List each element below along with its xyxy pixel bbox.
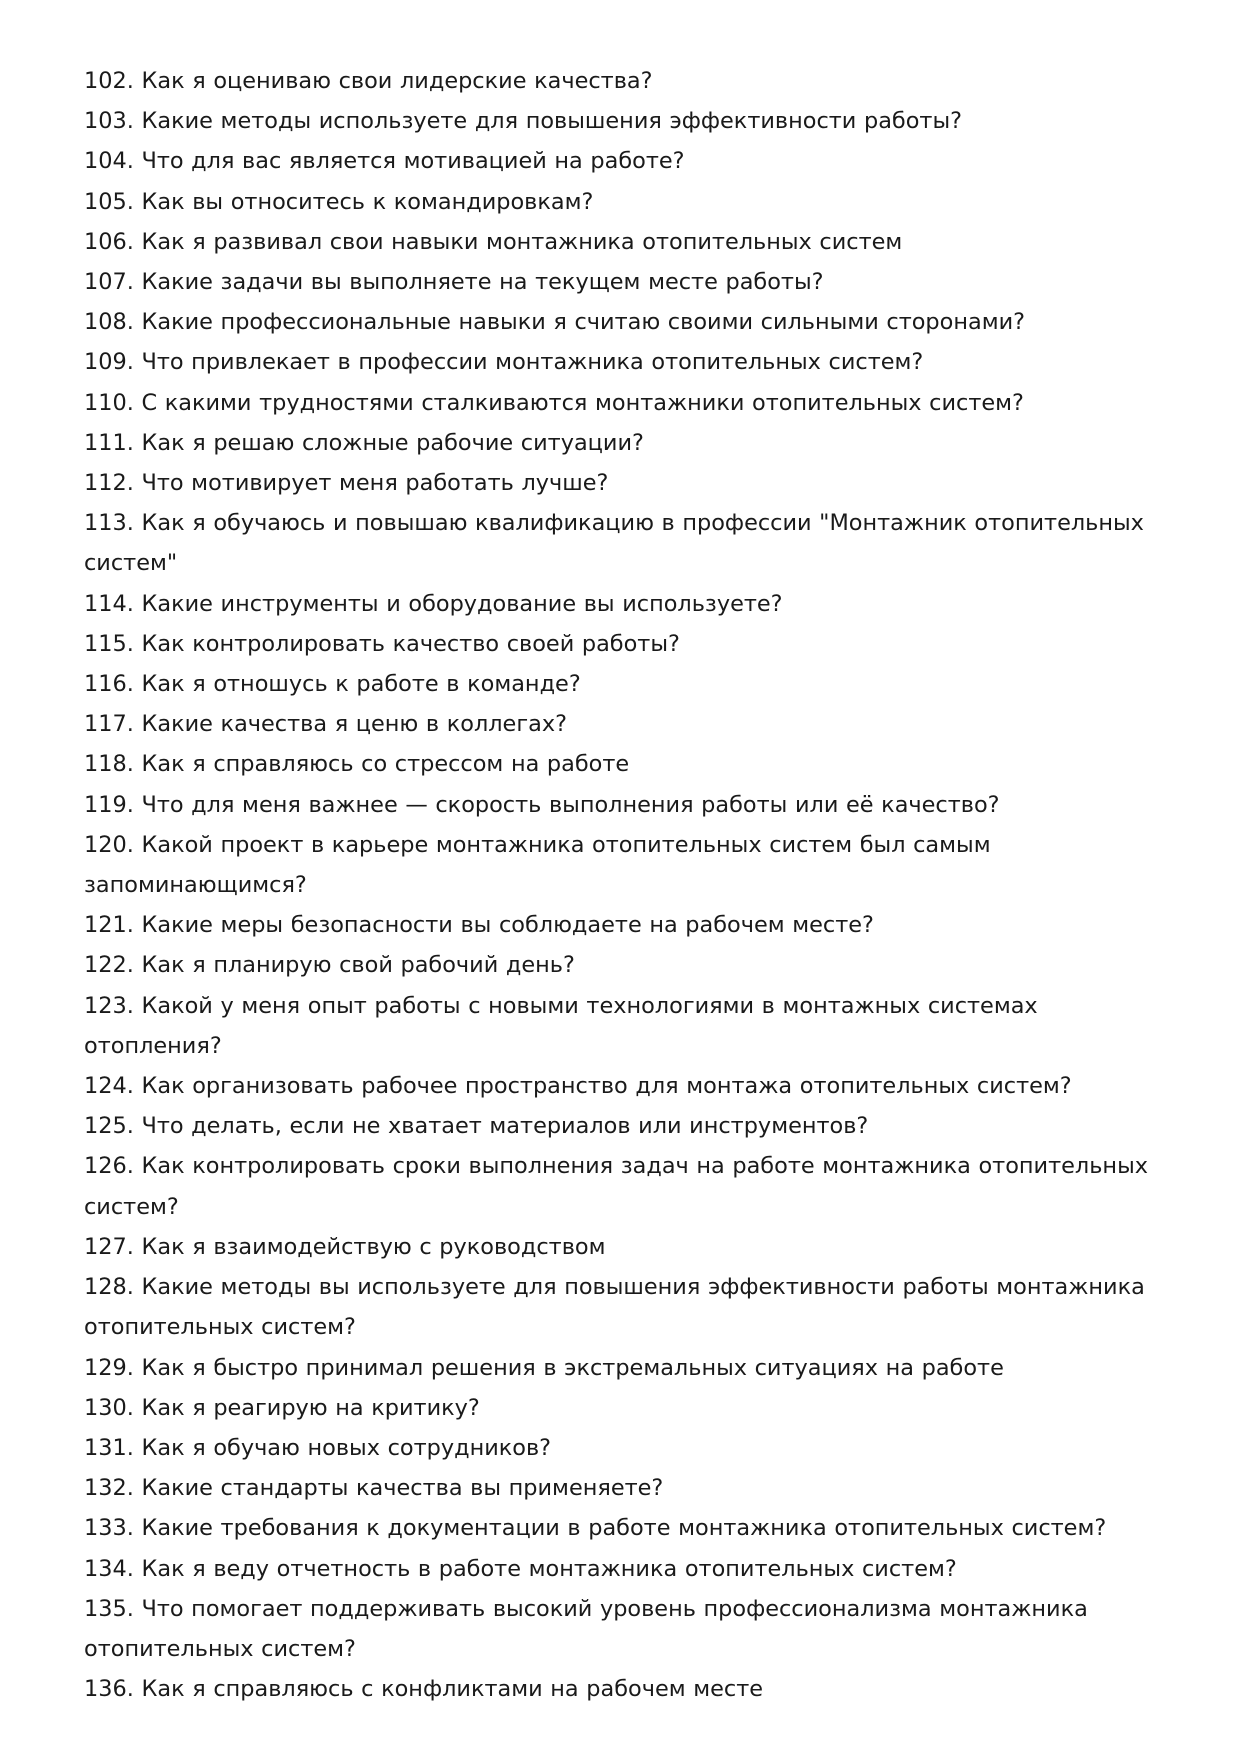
question-112: 112. Что мотивирует меня работать лучше? [84,470,609,497]
question-108: 108. Какие профессиональные навыки я считаю своими сильными сторонами? [84,309,1026,336]
question-109: 109. Что привлекает в профессии монтажника отопительных систем? [84,349,924,376]
question-124: 124. Как организовать рабочее пространство для монтажа отопительных систем? [84,1073,1072,1100]
question-135: 135. Что помогает поддерживать высокий уровень профессионализма монтажника отопительных систем? [84,1595,1088,1662]
question-list [84,61,1155,1709]
question-136: 136. Как я справляюсь с конфликтами на рабочем месте [84,1676,764,1703]
question-134: 134. Как я веду отчетность в работе монтажника отопительных систем? [84,1555,957,1582]
question-126: 126. Как контролировать сроки выполнения задач на работе монтажника отопительных систем? [84,1153,1148,1220]
question-118: 118. Как я справляюсь со стрессом на работе [84,751,630,778]
question-111: 111. Как я решаю сложные рабочие ситуации? [84,429,644,456]
question-128: 128. Какие методы вы используете для повышения эффективности работы монтажника отопительных систем? [84,1274,1145,1341]
question-113: 113. Как я обучаюсь и повышаю квалификацию в профессии "Монтажник отопительных систем" [84,510,1144,577]
question-116: 116. Как я отношусь к работе в команде? [84,671,581,698]
question-133: 133. Какие требования к документации в работе монтажника отопительных систем? [84,1515,1107,1542]
question-122: 122. Как я планирую свой рабочий день? [84,952,575,979]
question-107: 107. Какие задачи вы выполняете на текущем месте работы? [84,269,824,296]
question-130: 130. Как я реагирую на критику? [84,1394,480,1421]
question-127: 127. Как я взаимодействую с руководством [84,1233,606,1260]
question-129: 129. Как я быстро принимал решения в экстремальных ситуациях на работе [84,1354,1004,1381]
question-103: 103. Какие методы используете для повышения эффективности работы? [84,108,963,135]
question-117: 117. Какие качества я ценю в коллегах? [84,711,567,738]
question-132: 132. Какие стандарты качества вы применяете? [84,1475,664,1502]
question-106: 106. Как я развивал свои навыки монтажника отопительных систем [84,228,903,255]
question-115: 115. Как контролировать качество своей работы? [84,630,680,657]
question-125: 125. Что делать, если не хватает материалов или инструментов? [84,1113,869,1140]
question-102: 102. Как я оцениваю свои лидерские качества? [84,68,653,94]
question-114: 114. Какие инструменты и оборудование вы используете? [84,590,783,617]
question-105: 105. Как вы относитесь к командировкам? [84,188,594,215]
question-119: 119. Что для меня важнее — скорость выполнения работы или её качество? [84,791,1000,818]
question-123: 123. Какой у меня опыт работы с новыми технологиями в монтажных системах отопления? [84,992,1038,1059]
question-110: 110. С какими трудностями сталкиваются монтажники отопительных систем? [84,389,1024,416]
question-131: 131. Как я обучаю новых сотрудников? [84,1434,552,1461]
question-120: 120. Какой проект в карьере монтажника отопительных систем был самым запоминающимся? [84,831,991,899]
question-121: 121. Какие меры безопасности вы соблюдаете на рабочем месте? [84,912,874,939]
question-104: 104. Что для вас является мотивацией на работе? [84,148,685,175]
